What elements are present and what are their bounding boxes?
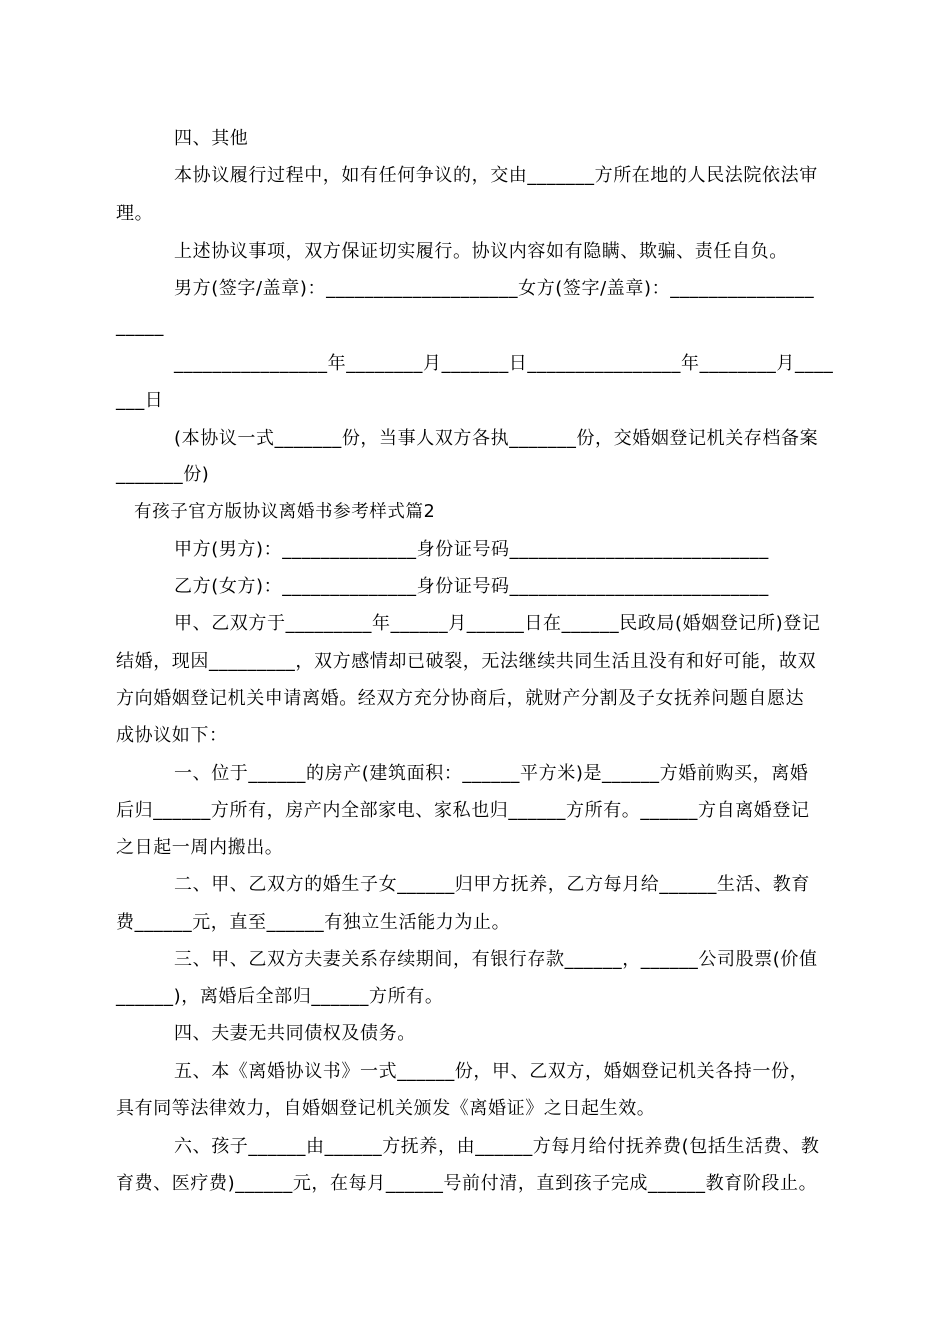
- paragraph-line: 理。: [116, 203, 154, 224]
- clause-line: 一、位于______的房产(建筑面积：______平方米)是______方婚前购买，离婚: [174, 763, 809, 784]
- clause-line: 后归______方所有，房产内全部家电、家私也归______方所有。______方自离婚登记: [116, 800, 810, 821]
- clause-line: 之日起一周内搬出。: [116, 837, 284, 858]
- party-a-line: 甲方(男方)：______________身份证号码___________________________: [174, 539, 769, 560]
- clause-line: 四、夫妻无共同债权及债务。: [174, 1023, 416, 1044]
- clause-line: 六、孩子______由______方抚养，由______方每月给付抚养费(包括生活费、教: [174, 1136, 820, 1157]
- clause-line: ______)，离婚后全部归______方所有。: [116, 986, 444, 1007]
- paragraph-line: 本协议履行过程中，如有任何争议的，交由_______方所在地的人民法院依法审: [174, 165, 818, 186]
- paragraph-line: 方向婚姻登记机关申请离婚。经双方充分协商后，就财产分割及子女抚养问题自愿达: [116, 688, 805, 709]
- paragraph-line: 上述协议事项，双方保证切实履行。协议内容如有隐瞒、欺骗、责任自负。: [174, 241, 788, 262]
- paragraph-line: 结婚，现因_________，双方感情却已破裂，无法继续共同生活且没有和好可能，故双: [116, 651, 817, 672]
- paragraph-line: 甲、乙双方于_________年______月______日在______民政局(婚姻登记所)登记: [174, 613, 821, 634]
- clause-line: 费______元，直至______有独立生活能力为止。: [116, 912, 511, 933]
- clause-line: 五、本《离婚协议书》一式______份，甲、乙双方，婚姻登记机关各持一份，: [174, 1061, 809, 1082]
- document-title: 有孩子官方版协议离婚书参考样式篇2: [134, 502, 436, 522]
- signature-line: _____: [116, 316, 164, 337]
- date-line: ________________年________月_______日________________年________月____: [174, 353, 834, 374]
- note-line: _______份): [116, 464, 210, 485]
- date-line: ___日: [116, 390, 164, 411]
- clause-line: 三、甲、乙双方夫妻关系存续期间，有银行存款______，______公司股票(价值: [174, 949, 818, 970]
- paragraph-line: 成协议如下：: [116, 725, 228, 746]
- party-b-line: 乙方(女方)：______________身份证号码___________________________: [174, 576, 769, 597]
- clause-line: 二、甲、乙双方的婚生子女______归甲方抚养，乙方每月给______生活、教育: [174, 874, 810, 895]
- note-line: (本协议一式_______份，当事人双方各执_______份，交婚姻登记机关存档备案: [174, 428, 819, 449]
- clause-line: 育费、医疗费)______元，在每月______号前付清，直到孩子完成______教育阶段止。: [116, 1173, 818, 1194]
- clause-line: 具有同等法律效力，自婚姻登记机关颁发《离婚证》之日起生效。: [116, 1098, 656, 1119]
- section-heading: 四、其他: [174, 128, 249, 149]
- signature-line: 男方(签字/盖章)：____________________女方(签字/盖章)：_______________: [174, 278, 815, 299]
